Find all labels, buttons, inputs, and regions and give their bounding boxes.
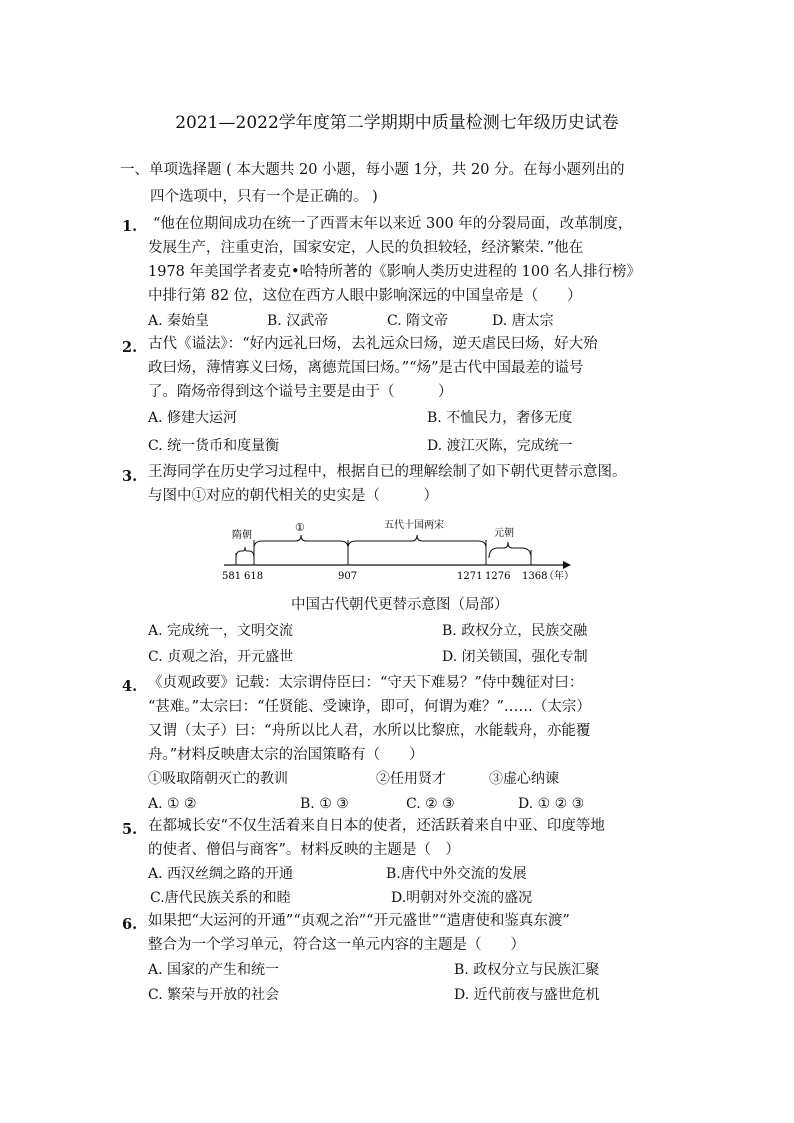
label-sui: 隋朝: [232, 530, 252, 541]
question-text: 王海同学在历史学习过程中，根据自已的理解绘制了如下朝代更替示意图。: [148, 464, 627, 480]
question-number: 6.: [122, 916, 138, 933]
option-d[interactable]: D. 渡江灭陈，完成统一: [427, 438, 573, 454]
question-number: 4.: [122, 678, 138, 695]
option-c[interactable]: C. 贞观之治，开元盛世: [148, 649, 294, 665]
question-text: 政曰炀，薄情寡义曰炀，离德荒国曰炀。”“炀”是古代中国最差的谥号: [148, 360, 584, 376]
option-b[interactable]: B. ① ③: [300, 796, 349, 812]
option-d[interactable]: D. 闭关锁国，强化专制: [442, 649, 588, 665]
label-circle-1: ①: [295, 521, 305, 534]
question-text: 在都城长安“不仅生活着来自日本的使者，还活跃着来自中亚、印度等地: [148, 818, 605, 834]
section-heading: 一、单项选择题 ( 本大题共 20 小题，每小题 1分，共 20 分。在每小题列出的: [120, 162, 625, 178]
option-c[interactable]: C. 隋文帝: [387, 313, 449, 329]
arrow-icon: [563, 561, 571, 569]
label-yuan: 元朝: [494, 528, 514, 539]
question-text: 整合为一个学习单元，符合这一单元内容的主题是（ ）: [148, 937, 525, 953]
question-text: 的使者、僧侣与商客”。材料反映的主题是（ ）: [148, 842, 460, 858]
option-a[interactable]: A. 秦始皇: [148, 313, 210, 329]
option-b[interactable]: B. 汉武帝: [267, 313, 329, 329]
option-d[interactable]: D. 唐太宗: [492, 313, 554, 329]
option-a[interactable]: A. 国家的产生和统一: [148, 962, 280, 978]
question-text: 发展生产，注重吏治，国家安定，人民的负担较轻，经济繁荣．”他在: [148, 240, 584, 256]
question-text: 中排行第 82 位，这位在西方人眼中影响深远的中国皇帝是（ ）: [148, 288, 582, 304]
brace-yuan: [489, 542, 531, 558]
option-a[interactable]: A. 完成统一，文明交流: [148, 623, 294, 639]
option-b[interactable]: B. 政权分立与民族汇聚: [454, 962, 600, 978]
option-a[interactable]: A. 修建大运河: [148, 410, 238, 426]
statement-1: ①吸取隋朝灭亡的教训: [148, 771, 288, 787]
question-text: 古代《谥法》：“好内远礼曰炀，去礼远众曰炀，逆天虐民曰炀，好大殆: [148, 336, 598, 352]
tick-label: 581: [222, 571, 242, 582]
page-title: 2021—2022学年度第二学期期中质量检测七年级历史试卷: [175, 113, 619, 133]
question-number: 3.: [122, 468, 138, 485]
option-d[interactable]: D. ① ② ③: [518, 796, 585, 812]
option-a[interactable]: A. ① ②: [148, 796, 197, 812]
question-text: “他在位期间成功在统一了西晋末年以来近 300 年的分裂局面，改革制度，: [153, 216, 633, 232]
question-number: 2.: [122, 339, 138, 356]
tick-label: 1368: [522, 571, 548, 582]
tick-label: 1276: [485, 571, 511, 582]
question-text: 了。隋炀帝得到这个谥号主要是由于（ ）: [148, 384, 453, 400]
tick-label: 1271: [457, 571, 483, 582]
brace-sui: [236, 547, 254, 558]
option-d[interactable]: D.明朝对外交流的盛况: [391, 890, 533, 906]
statement-2: ②任用贤才: [376, 771, 446, 787]
tick-label: 618: [244, 571, 264, 582]
question-text: 如果把“大运河的开通”“贞观之治”“开元盛世”“遣唐使和鉴真东渡”: [148, 913, 570, 929]
section-heading-cont: 四个选项中，只有一个是正确的。 ): [150, 189, 378, 205]
option-a[interactable]: A. 西汉丝绸之路的开通: [148, 866, 294, 882]
tick-label: 907: [338, 571, 358, 582]
question-text: 舟。”材料反映唐太宗的治国策略有（ ）: [148, 747, 424, 763]
option-c[interactable]: C. 统一货币和度量衡: [148, 438, 280, 454]
brace-five-dynasties: [348, 535, 486, 548]
option-b[interactable]: B. 政权分立，民族交融: [442, 623, 588, 639]
option-b[interactable]: B.唐代中外交流的发展: [386, 866, 527, 882]
question-text: “甚难。”太宗曰：“任贤能、受谏诤，即可，何谓为难？”……（太宗）: [148, 699, 591, 715]
question-text: 与图中①对应的朝代相关的史实是（ ）: [148, 488, 438, 504]
diagram-caption: 中国古代朝代更替示意图（局部）: [291, 597, 509, 613]
brace-1: [254, 535, 348, 548]
option-c[interactable]: C. ② ③: [406, 796, 455, 812]
question-text: 《贞观政要》记载：太宗谓侍臣曰：“守天下难易？”侍中魏征对曰：: [148, 675, 584, 691]
question-number: 5.: [122, 821, 138, 838]
dynasty-timeline-diagram: [218, 508, 583, 584]
question-text: 又谓（太子）曰：“舟所以比人君，水所以比黎庶，水能载舟，亦能覆: [148, 723, 591, 739]
tick-label-unit: （年）: [544, 571, 574, 582]
label-five-dynasties: 五代十国两宋: [384, 520, 444, 531]
question-text: 1978 年美国学者麦克•哈特所著的《影响人类历史进程的 100 名人排行榜》: [148, 264, 641, 280]
option-d[interactable]: D. 近代前夜与盛世危机: [454, 987, 600, 1003]
option-c[interactable]: C. 繁荣与开放的社会: [148, 987, 280, 1003]
option-c[interactable]: C.唐代民族关系的和睦: [150, 890, 291, 906]
question-number: 1.: [122, 218, 138, 235]
statement-3: ③虚心纳谏: [489, 771, 559, 787]
option-b[interactable]: B. 不恤民力，奢侈无度: [427, 410, 573, 426]
